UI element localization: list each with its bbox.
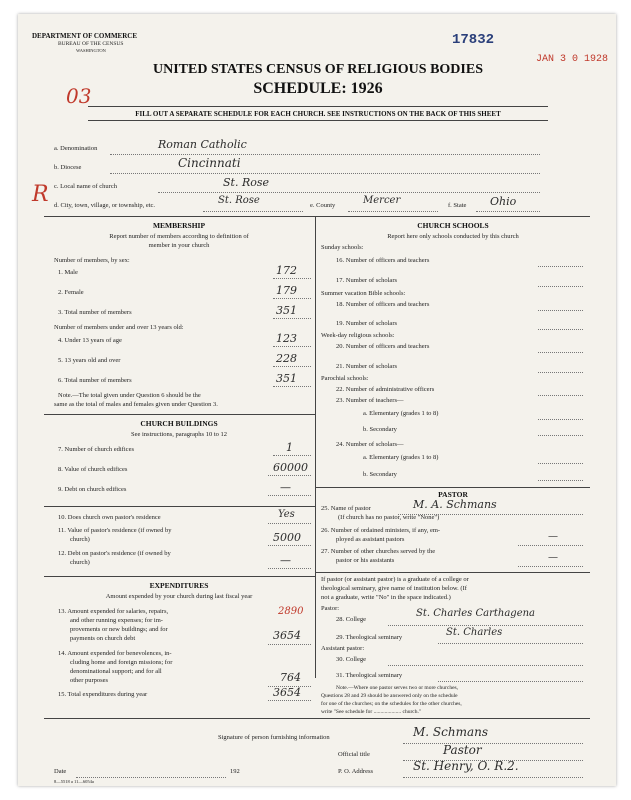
schools-weekday: Week-day religious schools: <box>321 332 395 339</box>
q13-value: 3654 <box>273 629 301 642</box>
q18-label: 18. Number of officers and teachers <box>336 301 430 308</box>
label-county: e. County <box>310 202 336 209</box>
expenditures-note: Amount expended by your church during last fiscal year <box>105 593 253 600</box>
q9-label: 9. Debt on church edifices <box>58 486 127 493</box>
college-note-2: theological seminary, give name of institution below. (If <box>321 585 467 592</box>
q5-label: 5. 13 years old and over <box>58 357 121 364</box>
q14-value: 764 <box>280 671 301 684</box>
q19-label: 19. Number of scholars <box>336 320 398 327</box>
q23b-label: b. Secondary <box>363 426 397 433</box>
membership-footnote-2: same as the total of males and females given under Question 3. <box>54 401 218 408</box>
label-state: f. State <box>448 202 467 209</box>
q13-label-3: provements or new buildings; and for <box>70 626 168 633</box>
value-local-name: St. Rose <box>223 176 270 189</box>
date-label: Date <box>54 768 67 775</box>
q26-label-2: ployed as assistant pastors <box>336 536 405 543</box>
q1-label: 1. Male <box>58 269 78 276</box>
form-schedule: SCHEDULE: 1926 <box>253 80 383 97</box>
sig-label: Signature of person furnishing information <box>218 734 330 741</box>
value-state: Ohio <box>490 195 517 208</box>
q6-label: 6. Total number of members <box>58 377 132 384</box>
q14-label-4: other purposes <box>70 677 109 684</box>
membership-by-sex: Number of members, by sex: <box>54 257 130 264</box>
q29-label: 29. Theological seminary <box>336 634 403 641</box>
label-city: d. City, town, village, or township, etc. <box>54 202 156 209</box>
q30-label: 30. College <box>336 656 366 663</box>
q13-label-2: and other running expenses; for im- <box>70 617 163 624</box>
q11-label: 11. Value of pastor's residence (if owned by <box>58 527 172 534</box>
q5-value: 228 <box>276 352 297 365</box>
red-mark: R <box>32 182 49 207</box>
q28-value: St. Charles Carthagena <box>416 608 536 619</box>
q15-value: 3654 <box>273 686 301 699</box>
expenditures-header: EXPENDITURES <box>149 581 209 590</box>
q8-label: 8. Value of church edifices <box>58 466 128 473</box>
pastor-header: PASTOR <box>438 490 468 499</box>
form-number-stamp: 17832 <box>452 32 495 48</box>
value-county: Mercer <box>363 195 401 206</box>
q10-label: 10. Does church own pastor's residence <box>58 514 161 521</box>
date-stamp: JAN 3 0 1928 <box>536 54 609 65</box>
q31-label: 31. Theological seminary <box>336 672 403 679</box>
schools-parochial: Parochial schools: <box>321 375 369 382</box>
q23a-label: a. Elementary (grades 1 to 8) <box>363 410 439 417</box>
membership-by-age: Number of members under and over 13 years old: <box>54 324 184 331</box>
q13-red-value: 2890 <box>278 606 304 617</box>
q17-label: 17. Number of scholars <box>336 277 398 284</box>
q15-label: 15. Total expenditures during year <box>58 691 148 698</box>
label-denomination: a. Denomination <box>54 145 98 152</box>
value-denomination: Roman Catholic <box>158 138 247 151</box>
membership-footnote-1: Note.—The total given under Question 6 should be the <box>58 392 201 399</box>
city: WASHINGTON <box>76 48 106 53</box>
census-form <box>18 14 616 786</box>
po-label: P. O. Address <box>338 768 374 775</box>
q27-label-1: 27. Number of other churches served by the <box>321 548 436 555</box>
q11-label-2: church) <box>70 536 90 543</box>
college-note-3: not a graduate, write "No" in the space indicated.) <box>321 594 451 601</box>
buildings-note: See instructions, paragraphs 10 to 12 <box>130 431 228 438</box>
q14-label-3: denominational support; and for all <box>70 668 162 675</box>
pastor-note-1: Note.—Where one pastor serves two or more churches, <box>336 685 459 691</box>
q24a-label: a. Elementary (grades 1 to 8) <box>363 454 439 461</box>
red-number: 03 <box>66 84 92 108</box>
q2-value: 179 <box>276 284 297 297</box>
sig-value: M. Schmans <box>413 725 489 739</box>
official-title-label: Official title <box>338 751 370 758</box>
q7-value: 1 <box>286 441 293 454</box>
q7-label: 7. Number of church edifices <box>58 446 134 453</box>
q13-label-4: payments on church debt <box>70 635 136 642</box>
q20-label: 20. Number of officers and teachers <box>336 343 430 350</box>
q16-label: 16. Number of officers and teachers <box>336 257 430 264</box>
print-code: 8—5518 a 11—6054a <box>54 779 94 784</box>
q29-value: St. Charles <box>446 627 503 638</box>
q14-label-2: cluding home and foreign missions; for <box>70 659 173 666</box>
membership-note-1: Report number of members according to definition of <box>109 233 249 240</box>
q28-label: 28. College <box>336 616 366 623</box>
date-year: 192 <box>230 768 240 775</box>
schools-summer: Summer vacation Bible schools: <box>321 290 406 297</box>
pastor-label: Pastor: <box>321 605 340 612</box>
q13-label-1: 13. Amount expended for salaries, repairs, <box>58 608 169 615</box>
q27-label-2: pastor or his assistants <box>336 557 395 564</box>
q10-value: Yes <box>278 509 295 520</box>
q22-label: 22. Number of administrative officers <box>336 386 435 393</box>
q12-label-2: church) <box>70 559 90 566</box>
value-diocese: Cincinnati <box>178 156 241 170</box>
q21-label: 21. Number of scholars <box>336 363 398 370</box>
bureau: BUREAU OF THE CENSUS <box>58 41 124 47</box>
q4-value: 123 <box>276 332 297 345</box>
q4-label: 4. Under 13 years of age <box>58 337 122 344</box>
q12-label: 12. Debt on pastor's residence (if owned by <box>58 550 171 557</box>
q23-label: 23. Number of teachers— <box>336 397 404 404</box>
form-title: UNITED STATES CENSUS OF RELIGIOUS BODIES <box>152 62 483 77</box>
schools-note: Report here only schools conducted by this church <box>387 233 519 240</box>
q26-label-1: 26. Number of ordained ministers, if any, em- <box>321 527 441 534</box>
membership-note-2: member in your church <box>148 242 210 249</box>
value-city: St. Rose <box>218 195 260 206</box>
q3-label: 3. Total number of members <box>58 309 132 316</box>
department: DEPARTMENT OF COMMERCE <box>32 32 138 40</box>
q3-value: 351 <box>276 304 297 317</box>
q25-value: M. A. Schmans <box>413 498 497 511</box>
pastor-note-3: for one of the churches; on the schedules for the other churches, <box>321 701 462 707</box>
q6-value: 351 <box>276 372 297 385</box>
q12-value: — <box>280 554 291 567</box>
po-value: St. Henry, O. R.2. <box>413 759 519 773</box>
q24b-label: b. Secondary <box>363 471 397 478</box>
q25-note: (If church has no pastor, write "None") <box>338 514 440 521</box>
college-note-1: If pastor (or assistant pastor) is a graduate of a college or <box>321 576 469 583</box>
pastor-note-4: write "See schedule for .................... church." <box>321 709 422 715</box>
label-diocese: b. Diocese <box>54 164 82 171</box>
schools-header: CHURCH SCHOOLS <box>417 221 489 230</box>
pastor-note-2: Questions 28 and 29 should be answered only on the schedule <box>321 693 458 699</box>
assistant-label: Assistant pastor: <box>321 645 365 652</box>
q11-value: 5000 <box>273 531 301 544</box>
buildings-header: CHURCH BUILDINGS <box>140 419 218 428</box>
q1-value: 172 <box>276 264 297 277</box>
q2-label: 2. Female <box>58 289 84 296</box>
label-local-name: c. Local name of church <box>54 183 117 190</box>
q26-value: — <box>548 531 558 542</box>
schools-sunday: Sunday schools: <box>321 244 364 251</box>
q8-value: 60000 <box>273 461 308 474</box>
official-title-value: Pastor <box>443 743 482 757</box>
q25-label: 25. Name of pastor <box>321 505 371 512</box>
q9-value: — <box>280 481 291 494</box>
q27-value: — <box>548 552 558 563</box>
membership-header: MEMBERSHIP <box>152 221 206 230</box>
q24-label: 24. Number of scholars— <box>336 441 404 448</box>
instruction-line: FILL OUT A SEPARATE SCHEDULE FOR EACH CHURCH. SEE INSTRUCTIONS ON THE BACK OF THIS SHEET <box>135 110 501 118</box>
q14-label-1: 14. Amount expended for benevolences, in- <box>58 650 172 657</box>
